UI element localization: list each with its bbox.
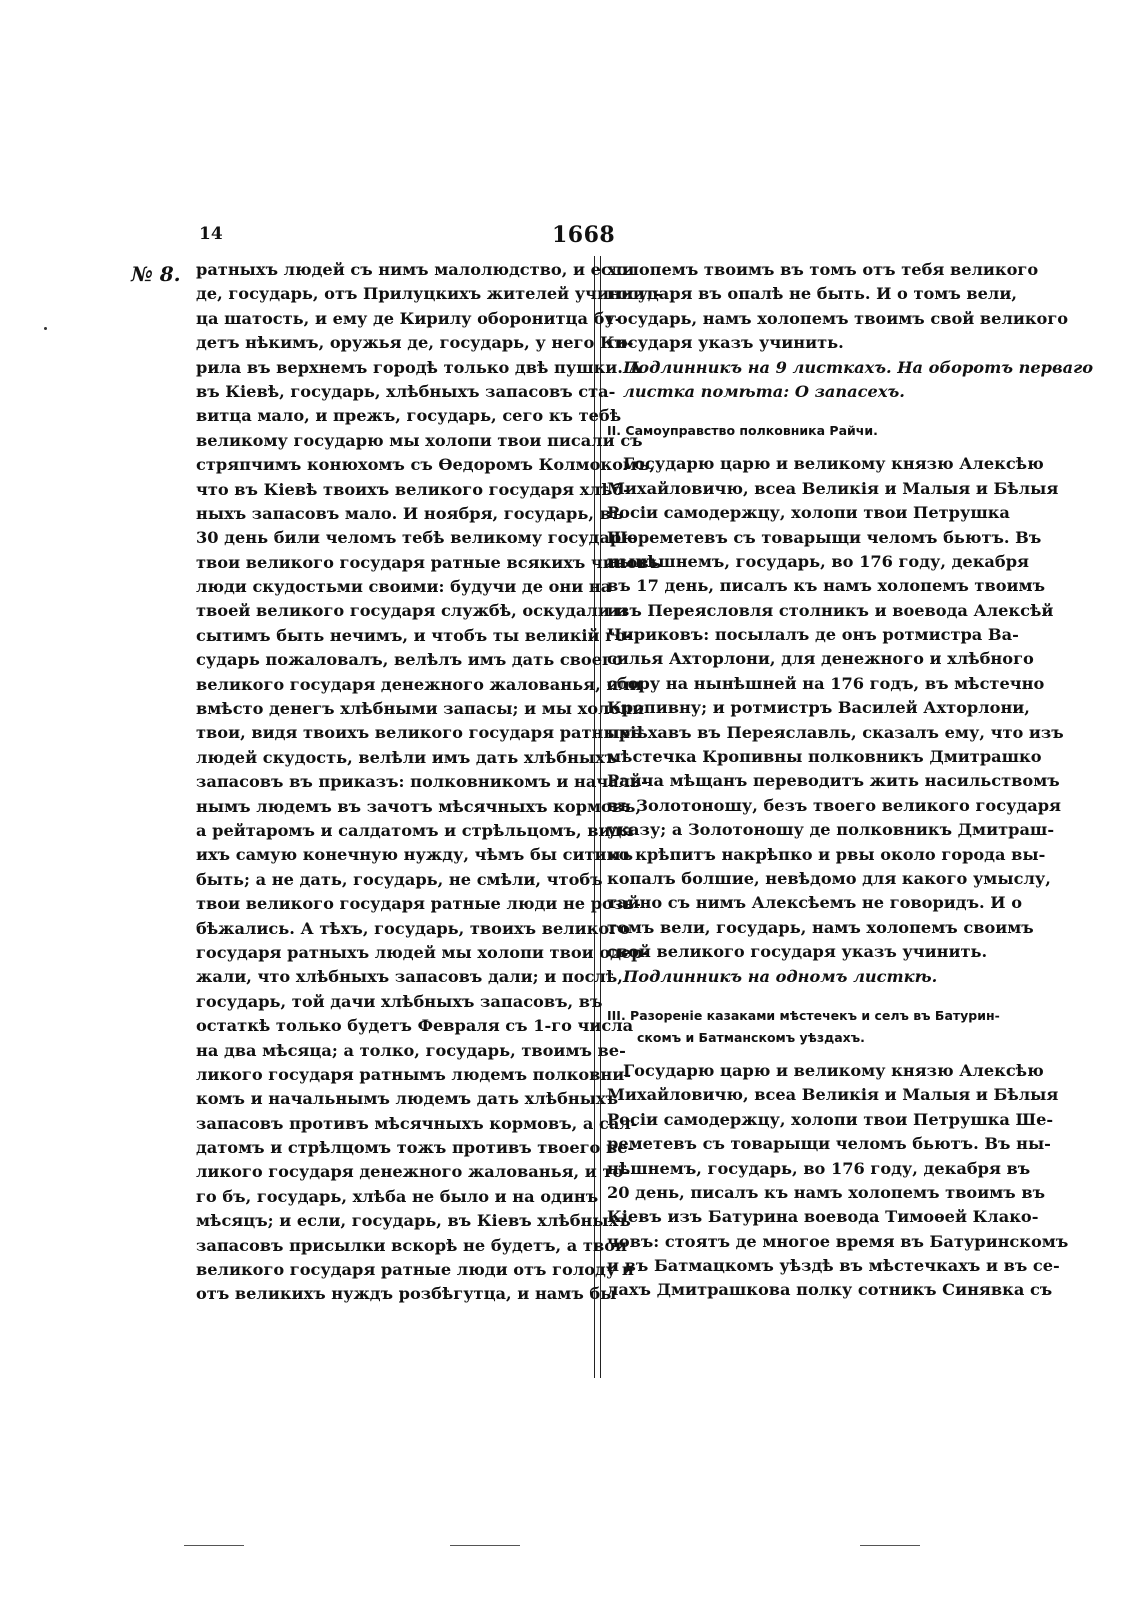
text-line: запасовъ присылки вскорѣ не будетъ, а твои: [196, 1235, 627, 1255]
text-line: въ Кіевѣ, государь, хлѣбныхъ запасовъ ста-: [196, 381, 616, 401]
heading-line: скомъ и Батманскомъ уѣздахъ.: [637, 1029, 865, 1045]
text-line: нымъ людемъ въ зачотъ мѣсячныхъ кормовъ,: [196, 796, 642, 816]
source-note-1: [607, 356, 1094, 405]
text-line: великого государя денежного жалованья, или: [196, 674, 642, 694]
text-line: пріѣхавъ въ Переяславль, сказалъ ему, что изъ: [607, 722, 1064, 742]
text-line: государя въ опалѣ не быть. И о томъ вели,: [607, 284, 1017, 304]
text-line: мѣстечка Кропивны полковникъ Дмитрашко: [607, 747, 1042, 767]
text-line: бѣжались. А тѣхъ, государь, твоихъ великого: [196, 918, 630, 938]
text-line: Михайловичю, всеа Великія и Малыя и Бѣлыя: [607, 478, 1059, 498]
text-line: людей скудость, велѣли имъ дать хлѣбныхъ: [196, 747, 618, 767]
section-3-body: [607, 1059, 1069, 1303]
text-line: човъ: стоятъ де многое время въ Батуринскомъ: [607, 1231, 1069, 1251]
section-2-body: [607, 452, 1064, 964]
text-line: ликого государя ратнымъ людемъ полковни-: [196, 1064, 631, 1084]
document-number-marker: № 8.: [131, 262, 181, 286]
text-line: тайно съ нимъ Алексѣемъ не говоридъ. И о: [607, 893, 1022, 913]
text-line: сытимъ быть нечимъ, и чтобъ ты великій го-: [196, 625, 633, 645]
text-line: твои великого государя ратные всякихъ чиновъ: [196, 552, 662, 572]
text-line: твоей великого государя службѣ, оскудали и: [196, 601, 628, 621]
text-line: ныхъ запасовъ мало. И ноября, государь, въ: [196, 503, 624, 523]
text-line: сударь пожаловалъ, велѣлъ имъ дать своего: [196, 650, 623, 670]
text-line: нынѣшнемъ, государь, во 176 году, декабря: [607, 551, 1029, 571]
text-line: мѣсяцъ; и если, государь, въ Кіевъ хлѣбныхъ: [196, 1211, 631, 1231]
source-note-2: [607, 965, 989, 989]
text-line: Михайловичю, всеа Великія и Малыя и Бѣлыя: [607, 1085, 1059, 1105]
text-line: и въ Батмацкомъ уѣздѣ въ мѣстечкахъ и въ се-: [607, 1256, 1060, 1276]
text-line: свой великого государя указъ учинить.: [607, 942, 988, 962]
heading-line: III. Разореніе казаками мѣстечекъ и селъ въ Батурин-: [607, 1007, 1000, 1023]
text-line: на два мѣсяца; а толко, государь, твоимъ ве-: [196, 1040, 626, 1060]
page-number: 14: [199, 224, 223, 244]
text-line: ихъ самую конечную нужду, чѣмъ бы ситимъ: [196, 845, 633, 865]
text-line: ца шатость, и ему де Кирилу оборонитца бу-: [196, 308, 622, 328]
text-line: ратныхъ людей съ нимъ малолюдство, и если: [196, 260, 635, 279]
text-line: стряпчимъ конюхомъ съ Ѳедоромъ Колмокомъ,: [196, 455, 655, 475]
text-line: копалъ болшие, невѣдомо для какого умыслу,: [607, 868, 1051, 888]
text-line: го бъ, государь, хлѣба не было и на одинъ: [196, 1186, 599, 1206]
left-column: [196, 258, 662, 1307]
right-column: [607, 258, 1094, 1303]
bottom-rule: [184, 1545, 244, 1546]
text-line: рила въ верхнемъ городѣ только двѣ пушки. А: [196, 357, 642, 377]
text-line: отъ великихъ нуждъ розбѣгутца, и намъ бы: [196, 1284, 617, 1304]
bottom-rule: [860, 1545, 920, 1546]
heading-line: II. Самоуправство полковника Райчи.: [607, 423, 878, 439]
text-line: холопемъ твоимъ въ томъ отъ тебя великого: [607, 260, 1039, 279]
text-line: государя ратныхъ людей мы холопи твои одер-: [196, 942, 650, 962]
text-line: ко крѣпитъ накрѣпко и рвы около города вы-: [607, 844, 1046, 864]
text-line: комъ и начальнымъ людемъ дать хлѣбныхъ: [196, 1089, 619, 1109]
opening-paragraph: [607, 258, 1069, 356]
text-line: великого государя ратные люди отъ голоду и: [196, 1260, 634, 1280]
text-line: въ 17 день, писалъ къ намъ холопемъ твоимъ: [607, 576, 1045, 596]
section-2-heading: [607, 420, 989, 442]
text-line: ликого государя денежного жалованья, и то-: [196, 1162, 630, 1182]
text-line: великому государю мы холопи твои писали съ: [196, 430, 643, 450]
text-line: твои великого государя ратные люди не розь-: [196, 894, 641, 914]
text-line: нѣшнемъ, государь, во 176 году, декабря въ: [607, 1158, 1031, 1178]
note-line: Подлинникъ на одномъ листкѣ.: [623, 966, 938, 986]
text-line: запасовъ въ приказъ: полковникомъ и началь-: [196, 772, 648, 792]
text-line: Райча мѣщанъ переводитъ жить насильствомъ: [607, 771, 1060, 791]
text-line: Государю царю и великому князю Алексѣю: [623, 454, 1044, 474]
text-line: вмѣсто денегъ хлѣбными запасы; и мы холопи: [196, 699, 645, 719]
text-line: де, государь, отъ Прилуцкихъ жителей учиниит-: [196, 284, 662, 304]
page-year-header: 1668: [552, 222, 616, 248]
text-line: сбору на нынѣшней на 176 годъ, въ мѣстечно: [607, 673, 1045, 693]
text-line: витца мало, и прежъ, государь, сего къ тебѣ: [196, 406, 622, 426]
text-line: изъ Переясловля столникъ и воевода Алексѣй: [607, 600, 1054, 620]
text-line: Чириковъ: посылалъ де онъ ротмистра Ва-: [607, 625, 1019, 645]
text-line: 20 день, писалъ къ намъ холопемъ твоимъ въ: [607, 1182, 1045, 1202]
text-line: государь, той дачи хлѣбныхъ запасовъ, въ: [196, 991, 603, 1011]
note-line: листка помѣта: О запасехъ.: [623, 381, 905, 401]
section-3-heading: [607, 1005, 1000, 1049]
text-line: Кіевъ изъ Батурина воевода Тимоѳей Клако-: [607, 1207, 1039, 1227]
text-line: 30 день били челомъ тебѣ великому государю: [196, 528, 638, 548]
text-line: остаткѣ только будетъ Февраля съ 1-го числа: [196, 1016, 634, 1036]
text-line: а рейтаромъ и салдатомъ и стрѣльцомъ, видя: [196, 820, 634, 840]
text-line: люди скудостьми своими: будучи де они на: [196, 577, 612, 597]
text-line: реметевъ съ товарыщи челомъ бьютъ. Въ ны-: [607, 1134, 1051, 1154]
text-line: твои, видя твоихъ великого государя ратныхъ: [196, 723, 642, 743]
text-line: Кропивну; и ротмистръ Василей Ахторлони,: [607, 698, 1030, 718]
text-line: жали, что хлѣбныхъ запасовъ дали; и послѣ,: [196, 967, 623, 987]
text-line: детъ нѣкимъ, оружья де, государь, у него Ки-: [196, 333, 634, 353]
text-line: датомъ и стрѣлцомъ тожъ противъ твоего ве-: [196, 1138, 635, 1158]
text-line: въ Золотоношу, безъ твоего великого государя: [607, 795, 1061, 815]
text-line: Шереметевъ съ товарыщи челомъ бьютъ. Въ: [607, 527, 1042, 547]
text-line: указу; а Золотоношу де полковникъ Дмитраш-: [607, 820, 1055, 840]
bottom-rule: [450, 1545, 520, 1546]
text-line: что въ Кіевѣ твоихъ великого государя хлѣб-: [196, 479, 630, 499]
note-line: Подлинникъ на 9 листкахъ. На оборотъ перваго: [623, 357, 1094, 377]
text-line: быть; а не дать, государь, не смѣли, чтобъ: [196, 869, 603, 889]
text-line: силья Ахторлони, для денежного и хлѣбного: [607, 649, 1034, 669]
text-line: государя указъ учинить.: [607, 333, 844, 353]
text-line: Росіи самодержцу, холопи твои Петрушка Ше-: [607, 1109, 1054, 1129]
text-line: лахъ Дмитрашкова полку сотникъ Синявка съ: [607, 1280, 1053, 1300]
text-line: государь, намъ холопемъ твоимъ свой великого: [607, 308, 1069, 328]
text-line: Государю царю и великому князю Алексѣю: [623, 1060, 1044, 1080]
text-line: томъ вели, государь, намъ холопемъ своимъ: [607, 917, 1034, 937]
text-line: запасовъ противъ мѣсячныхъ кормовъ, а сал-: [196, 1113, 638, 1133]
text-line: Росіи самодержцу, холопи твои Петрушка: [607, 503, 1010, 523]
scan-dot-mark: [44, 327, 47, 330]
